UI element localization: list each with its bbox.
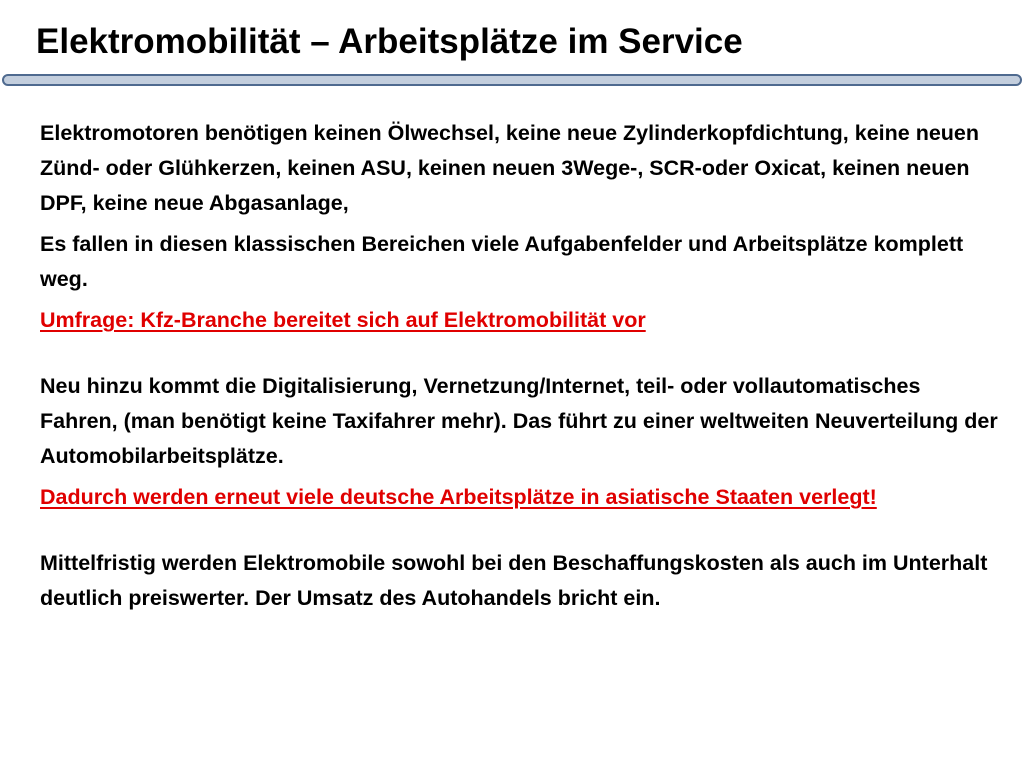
paragraph-jobs-lost: Es fallen in diesen klassischen Bereichen viele Aufgabenfelder und Arbeitsplätze komplett weg. [40,232,964,291]
paragraph-digitalization: Neu hinzu kommt die Digitalisierung, Vernetzung/Internet, teil- oder vollautomatisches Fahren, (man benötigt keine Taxifahrer mehr). Das führt zu einer weltweiten Neuverteilung der Automobilarbeitsplätze. [40,374,998,468]
paragraph-electric-motors: Elektromotoren benötigen keinen Ölwechsel, keine neue Zylinderkopfdichtung, keine neuen Zünd- oder Glühkerzen, keinen ASU, keinen neuen 3Wege-, SCR-oder Oxicat, keinen neuen DPF, keine neue Abgasanlage, [40,121,980,215]
link-survey[interactable]: Umfrage: Kfz-Branche bereitet sich auf Elektromobilität vor [40,308,646,332]
slide-body [40,116,1000,616]
link-jobs-relocated[interactable]: Dadurch werden erneut viele deutsche Arbeitsplätze in asiatische Staaten verlegt! [40,485,877,509]
paragraph-mid-term: Mittelfristig werden Elektromobile sowohl bei den Beschaffungskosten als auch im Unterhalt deutlich preiswerter. Der Umsatz des Autohandels bricht ein. [40,551,988,610]
title-divider [0,72,1024,88]
slide-title: Elektromobilität – Arbeitsplätze im Service [36,22,743,61]
